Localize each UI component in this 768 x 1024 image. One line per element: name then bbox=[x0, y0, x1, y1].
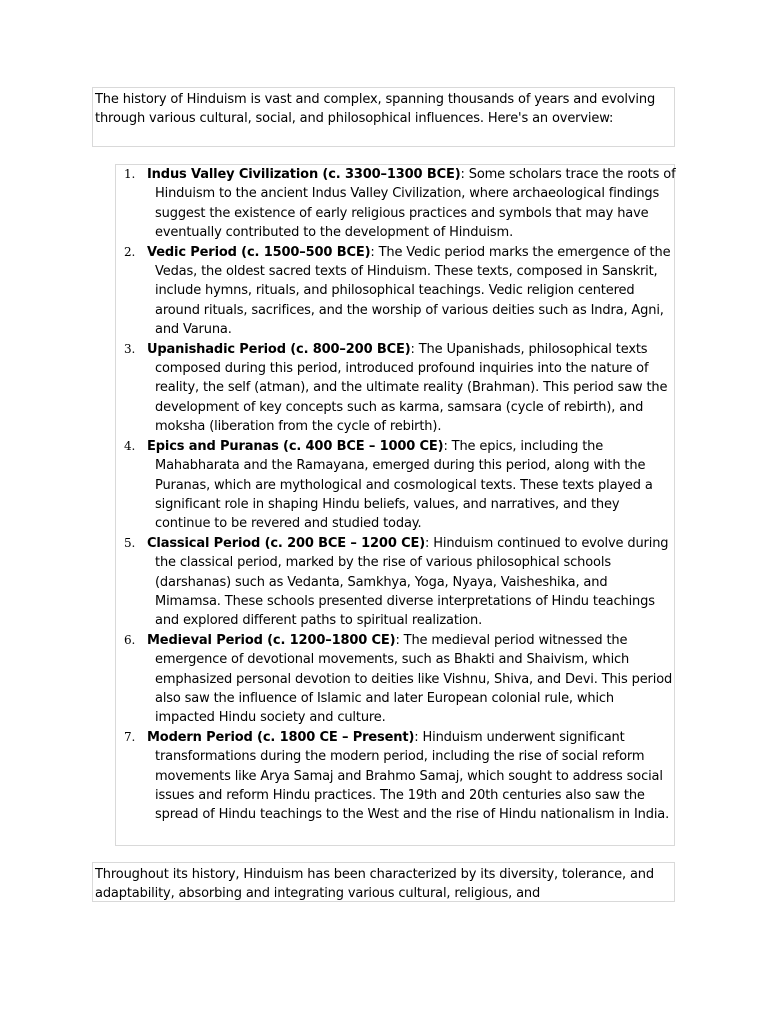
list-item-number: 3. bbox=[124, 341, 136, 356]
list-item-title: Vedic Period (c. 1500–500 BCE) bbox=[147, 244, 371, 260]
list-item-number: 5. bbox=[124, 535, 136, 550]
history-periods-list bbox=[116, 165, 676, 825]
outro-text: Throughout its history, Hinduism has been characterized by its diversity, tolerance, and adaptability, absorbing and integrating various cultural, religious, and bbox=[95, 867, 654, 902]
list-item-title: Medieval Period (c. 1200–1800 CE) bbox=[147, 632, 396, 648]
list-item-text: : The epics, including the Mahabharata and the Ramayana, emerged during this period, along with the Puranas, which are mythological and cosmological texts. These texts played a significant role in shaping Hindu beliefs, values, and narratives, and they continue to be revered and studied today. bbox=[155, 438, 653, 532]
list-item bbox=[116, 437, 676, 534]
list-item-text: : Hinduism underwent significant transformations during the modern period, including the rise of social reform movements like Arya Samaj and Brahmo Samaj, which sought to address social issues and reform Hindu practices. The 19th and 20th centuries also saw the spread of Hindu teachings to the West and the rise of Hindu nationalism in India. bbox=[155, 729, 670, 823]
list-item-number: 1. bbox=[124, 167, 136, 181]
list-item bbox=[116, 728, 676, 825]
list-item bbox=[116, 340, 676, 437]
list-item-title: Modern Period (c. 1800 CE – Present) bbox=[147, 729, 415, 745]
list-item bbox=[116, 534, 676, 631]
history-periods-box bbox=[115, 164, 675, 846]
list-item-text: : The Upanishads, philosophical texts composed during this period, introduced profound inquiries into the nature of reality, the self (atman), and the ultimate reality (Brahman). This period saw the development of key concepts such as karma, samsara (cycle of rebirth), and moksha (liberation from the cycle of rebirth). bbox=[155, 341, 668, 435]
list-item-title: Indus Valley Civilization (c. 3300–1300 BCE) bbox=[147, 167, 461, 182]
list-item-number: 2. bbox=[124, 244, 136, 259]
list-item-number: 4. bbox=[124, 438, 136, 453]
list-item-number: 7. bbox=[124, 729, 136, 744]
list-item-title: Classical Period (c. 200 BCE – 1200 CE) bbox=[147, 535, 426, 551]
list-item-text: : Some scholars trace the roots of Hinduism to the ancient Indus Valley Civilization, where archaeological findings suggest the existence of early religious practices and symbols that may have eventually contributed to the development of Hinduism. bbox=[155, 167, 676, 241]
list-item-number: 6. bbox=[124, 632, 136, 647]
list-item-title: Upanishadic Period (c. 800–200 BCE) bbox=[147, 341, 411, 357]
list-item bbox=[116, 243, 676, 340]
list-item-title: Epics and Puranas (c. 400 BCE – 1000 CE) bbox=[147, 438, 444, 454]
list-item bbox=[116, 165, 676, 243]
list-item bbox=[116, 631, 676, 728]
intro-paragraph bbox=[92, 87, 675, 147]
list-item-text: : Hinduism continued to evolve during the classical period, marked by the rise of various philosophical schools (darshanas) such as Vedanta, Samkhya, Yoga, Nyaya, Vaisheshika, and Mimamsa. These schools presented diverse interpretations of Hindu teachings and explored different paths to spiritual realization. bbox=[155, 535, 669, 629]
list-item-text: : The medieval period witnessed the emergence of devotional movements, such as Bhakti and Shaivism, which emphasized personal devotion to deities like Vishnu, Shiva, and Devi. This period also saw the influence of Islamic and later European colonial rule, which impacted Hindu society and culture. bbox=[155, 632, 673, 726]
intro-text: The history of Hinduism is vast and complex, spanning thousands of years and evolving through various cultural, social, and philosophical influences. Here's an overview: bbox=[95, 92, 656, 127]
list-item-text: : The Vedic period marks the emergence of the Vedas, the oldest sacred texts of Hinduism. These texts, composed in Sanskrit, include hymns, rituals, and philosophical teachings. Vedic religion centered around rituals, sacrifices, and the worship of various deities such as Indra, Agni, and Varuna. bbox=[155, 244, 671, 338]
outro-paragraph bbox=[92, 862, 675, 902]
